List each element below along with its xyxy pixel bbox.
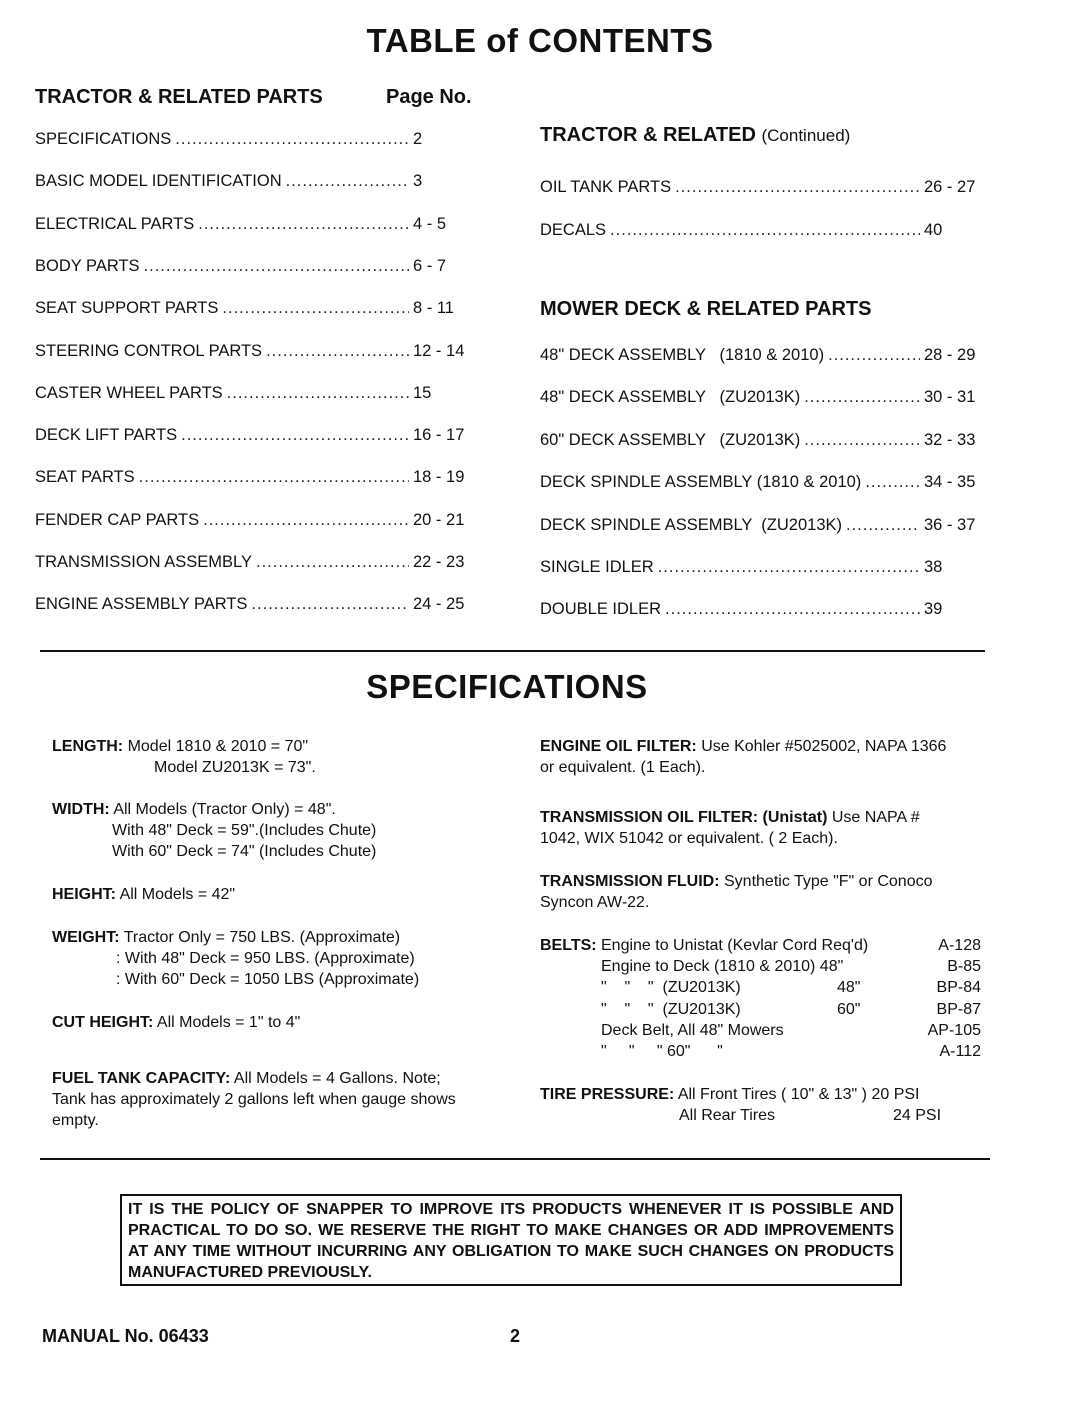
toc-mower-item-label: DOUBLE IDLER — [540, 600, 662, 619]
policy-notice: IT IS THE POLICY OF SNAPPER TO IMPROVE ITS PRODUCTS WHENEVER IT IS POSSIBLE AND PRACTICAL TO DO SO. WE RESERVE THE RIGHT TO MAKE CHANGES OR ADD IMPROVEMENTS AT ANY TIME WITHOUT INCURRING ANY OBLIGATION TO MAKE SUCH CHANGES ON PRODUCTS MANUFACTURED PREVIOUSLY. — [120, 1194, 902, 1286]
eof-line-1: Use Kohler #5025002, NAPA 1366 — [701, 738, 947, 755]
belt-size: 48" — [837, 979, 861, 997]
length-line-2: Model ZU2013K = 73". — [154, 759, 316, 776]
belt-size — [837, 1020, 897, 1041]
toc-left-item-label: CASTER WHEEL PARTS — [35, 383, 223, 402]
toc-left-item-label: TRANSMISSION ASSEMBLY — [35, 553, 252, 571]
cut-line-1: All Models = 1" to 4" — [156, 1014, 301, 1031]
spec-width — [52, 799, 376, 862]
spec-engine-oil-filter — [540, 736, 946, 778]
toc-mower-item[interactable] — [540, 431, 980, 450]
toc-right-heading-text: TRACTOR & RELATED — [540, 124, 756, 146]
toc-left-item[interactable] — [35, 384, 475, 403]
toc-mower-item-label: DECK SPINDLE ASSEMBLY (ZU2013K) — [540, 515, 843, 534]
toc-left-item-leader — [175, 130, 409, 149]
divider — [40, 650, 985, 652]
toc-left-item-page: 6 - 7 — [413, 256, 447, 275]
toc-left-item-label: STEERING CONTROL PARTS — [35, 341, 263, 360]
toc-right-item-leader — [675, 178, 920, 197]
toc-left-item-page: 15 — [413, 383, 432, 402]
toc-left-item-label: SPECIFICATIONS — [35, 130, 172, 148]
belt-part-number: AP-105 — [927, 1021, 981, 1039]
tf-line-2: Syncon AW-22. — [540, 894, 650, 911]
spec-transmission-fluid — [540, 871, 933, 913]
toc-left-item-page: 2 — [413, 130, 423, 148]
toc-left-item[interactable] — [35, 215, 475, 234]
eof-line-2: or equivalent. (1 Each). — [540, 759, 706, 776]
length-line-1: Model 1810 & 2010 = 70" — [127, 738, 309, 755]
toc-left-item-label: DECK LIFT PARTS — [35, 426, 178, 445]
toc-left-item-page: 20 - 21 — [413, 510, 465, 529]
toc-right-item-page: 40 — [924, 220, 943, 239]
toc-left-item-leader — [227, 384, 409, 403]
tof-label: TRANSMISSION OIL FILTER: (Unistat) — [540, 809, 828, 826]
belt-row — [601, 1041, 981, 1062]
toc-left-item-page: 24 - 25 — [413, 595, 465, 614]
toc-left-item[interactable] — [35, 257, 475, 276]
toc-left-item-label: SEAT SUPPORT PARTS — [35, 299, 219, 318]
spec-length — [52, 736, 316, 778]
weight-label: WEIGHT: — [52, 929, 120, 946]
tf-label: TRANSMISSION FLUID: — [540, 873, 720, 890]
toc-left-item-leader — [286, 172, 409, 191]
toc-left-item[interactable] — [35, 130, 475, 149]
belt-row — [601, 1020, 981, 1041]
belt-part-number: BP-84 — [936, 979, 981, 997]
toc-right-heading — [540, 124, 850, 147]
weight-line-2: : With 48" Deck = 950 LBS. (Approximate) — [116, 950, 415, 967]
belt-size — [837, 956, 897, 977]
toc-left-item-label: ELECTRICAL PARTS — [35, 214, 195, 233]
toc-mower-item-page: 30 - 31 — [924, 388, 976, 407]
height-line-1: All Models = 42" — [119, 886, 236, 903]
toc-left-item[interactable] — [35, 299, 475, 318]
weight-line-1: Tractor Only = 750 LBS. (Approximate) — [123, 929, 401, 946]
width-line-2: With 48" Deck = 59".(Includes Chute) — [112, 822, 377, 839]
toc-mower-item-leader — [828, 346, 920, 365]
belt-description: Engine to Deck (1810 & 2010) 48" — [601, 958, 844, 976]
width-label: WIDTH: — [52, 801, 110, 818]
toc-left-item[interactable] — [35, 553, 475, 572]
toc-mower-item-label: 48" DECK ASSEMBLY (1810 & 2010) — [540, 346, 825, 364]
fuel-line-2: Tank has approximately 2 gallons left when gauge shows — [52, 1091, 456, 1108]
belt-part-number: A-128 — [938, 937, 981, 954]
belt-description: Engine to Unistat (Kevlar Cord Req'd) — [601, 937, 869, 954]
toc-left-item-leader — [251, 595, 409, 614]
belt-row — [601, 956, 981, 977]
fuel-label: FUEL TANK CAPACITY: — [52, 1070, 231, 1087]
toc-left-item-page: 3 — [413, 172, 423, 191]
belt-row — [601, 999, 981, 1020]
belt-row — [601, 935, 981, 956]
toc-mower-item[interactable] — [540, 558, 980, 577]
toc-mower-item-page: 38 — [924, 558, 943, 576]
toc-left-item-page: 18 - 19 — [413, 468, 465, 487]
cut-label: CUT HEIGHT: — [52, 1014, 154, 1031]
belt-size — [837, 935, 897, 956]
tire-line-1: All Front Tires ( 10" & 13" ) — [677, 1086, 868, 1103]
spec-title: SPECIFICATIONS — [366, 668, 648, 705]
toc-right-item-page: 26 - 27 — [924, 178, 976, 196]
toc-mower-item-page: 32 - 33 — [924, 430, 976, 449]
spec-tire-pressure — [540, 1084, 941, 1126]
toc-mower-item-label: 48" DECK ASSEMBLY (ZU2013K) — [540, 388, 801, 407]
eof-label: ENGINE OIL FILTER: — [540, 738, 697, 755]
belts-label: BELTS: — [540, 937, 597, 954]
belt-size — [837, 1041, 897, 1062]
tof-line-1: Use NAPA # — [831, 809, 920, 826]
toc-left-item[interactable] — [35, 426, 475, 445]
spec-transmission-oil-filter — [540, 807, 920, 849]
belt-description: " " " (ZU2013K) — [601, 979, 741, 997]
toc-left-item[interactable] — [35, 172, 475, 191]
toc-mower-item[interactable] — [540, 516, 980, 535]
toc-left-item-leader — [256, 553, 409, 572]
spec-belts-label — [540, 935, 597, 956]
toc-page-heading: Page No. — [386, 86, 472, 108]
fuel-line-1: All Models = 4 Gallons. Note; — [233, 1070, 441, 1087]
spec-height — [52, 884, 235, 905]
toc-left-item-label: BASIC MODEL IDENTIFICATION — [35, 172, 282, 191]
toc-right-item-leader — [610, 221, 920, 240]
toc-mower-item[interactable] — [540, 346, 980, 365]
spec-fuel — [52, 1068, 456, 1131]
spec-cut-height — [52, 1012, 300, 1033]
toc-mower-item-leader — [665, 600, 920, 619]
toc-mower-item-label: 60" DECK ASSEMBLY (ZU2013K) — [540, 430, 801, 449]
toc-right-item[interactable] — [540, 178, 980, 197]
toc-left-item-leader — [144, 257, 409, 276]
page-title: TABLE of CONTENTS — [366, 22, 714, 59]
toc-mower-item-label: DECK SPINDLE ASSEMBLY (1810 & 2010) — [540, 473, 862, 492]
manual-number: MANUAL No. 06433 — [42, 1326, 209, 1346]
toc-left-item[interactable] — [35, 342, 475, 361]
toc-mower-item-label: SINGLE IDLER — [540, 558, 654, 576]
toc-right-heading-note: (Continued) — [761, 126, 851, 145]
belt-part-number: A-112 — [939, 1043, 981, 1060]
toc-left-item-page: 12 - 14 — [413, 341, 465, 360]
belt-description: " " " (ZU2013K) — [601, 1000, 741, 1018]
belt-size: 60" — [837, 1000, 861, 1018]
toc-left-item[interactable] — [35, 595, 475, 614]
toc-mower-item-page: 39 — [924, 600, 943, 619]
belt-description: " " " 60" " — [601, 1043, 723, 1060]
tf-line-1: Synthetic Type "F" or Conoco — [724, 873, 933, 890]
width-line-3: With 60" Deck = 74" (Includes Chute) — [112, 843, 377, 860]
toc-mower-item[interactable] — [540, 388, 980, 407]
toc-mower-item-leader — [804, 431, 920, 450]
toc-right-item-label: OIL TANK PARTS — [540, 178, 672, 196]
toc-left-item-leader — [198, 215, 409, 234]
belt-description: Deck Belt, All 48" Mowers — [601, 1021, 784, 1039]
width-line-1: All Models (Tractor Only) = 48". — [113, 801, 336, 818]
toc-left-item-leader — [203, 511, 409, 530]
toc-mower-item-leader — [846, 516, 920, 535]
toc-mower-item[interactable] — [540, 473, 980, 492]
tire-line-1-value: 20 PSI — [871, 1086, 920, 1103]
toc-left-item-leader — [181, 426, 409, 445]
toc-left-item-leader — [222, 299, 409, 318]
toc-left-item-leader — [139, 468, 409, 487]
belt-part-number: B-85 — [947, 958, 981, 976]
divider-lower — [40, 1158, 990, 1160]
page-number: 2 — [510, 1326, 521, 1346]
toc-right-item-label: DECALS — [540, 220, 607, 239]
toc-left-heading: TRACTOR & RELATED PARTS — [35, 86, 323, 108]
spec-weight — [52, 927, 419, 990]
toc-left-item-page: 4 - 5 — [413, 214, 447, 233]
toc-left-item-page: 8 - 11 — [413, 299, 454, 318]
toc-mower-item-leader — [804, 388, 920, 407]
toc-right-item[interactable] — [540, 221, 980, 240]
tire-label: TIRE PRESSURE: — [540, 1086, 675, 1103]
toc-left-item-label: SEAT PARTS — [35, 468, 135, 487]
toc-mower-item-leader — [658, 558, 920, 577]
toc-mower-item[interactable] — [540, 600, 980, 619]
mower-heading: MOWER DECK & RELATED PARTS — [540, 298, 872, 320]
toc-left-item-leader — [266, 342, 409, 361]
fuel-line-3: empty. — [52, 1112, 99, 1129]
toc-mower-item-leader — [865, 473, 920, 492]
toc-left-item-label: BODY PARTS — [35, 256, 140, 275]
tire-line-2: All Rear Tires — [679, 1107, 776, 1124]
toc-left-item[interactable] — [35, 511, 475, 530]
length-label: LENGTH: — [52, 738, 124, 755]
belt-row — [601, 977, 981, 998]
weight-line-3: : With 60" Deck = 1050 LBS (Approximate) — [116, 971, 420, 988]
toc-left-item[interactable] — [35, 468, 475, 487]
belt-part-number: BP-87 — [936, 1000, 981, 1018]
tire-line-2-value: 24 PSI — [893, 1107, 942, 1124]
toc-left-item-page: 22 - 23 — [413, 553, 465, 571]
toc-mower-item-page: 28 - 29 — [924, 346, 976, 364]
tof-line-2: 1042, WIX 51042 or equivalent. ( 2 Each). — [540, 830, 838, 847]
toc-left-item-label: FENDER CAP PARTS — [35, 510, 200, 529]
toc-left-item-page: 16 - 17 — [413, 426, 465, 445]
height-label: HEIGHT: — [52, 886, 116, 903]
toc-mower-item-page: 34 - 35 — [924, 473, 976, 492]
toc-mower-item-page: 36 - 37 — [924, 515, 976, 534]
toc-left-item-label: ENGINE ASSEMBLY PARTS — [35, 595, 248, 614]
